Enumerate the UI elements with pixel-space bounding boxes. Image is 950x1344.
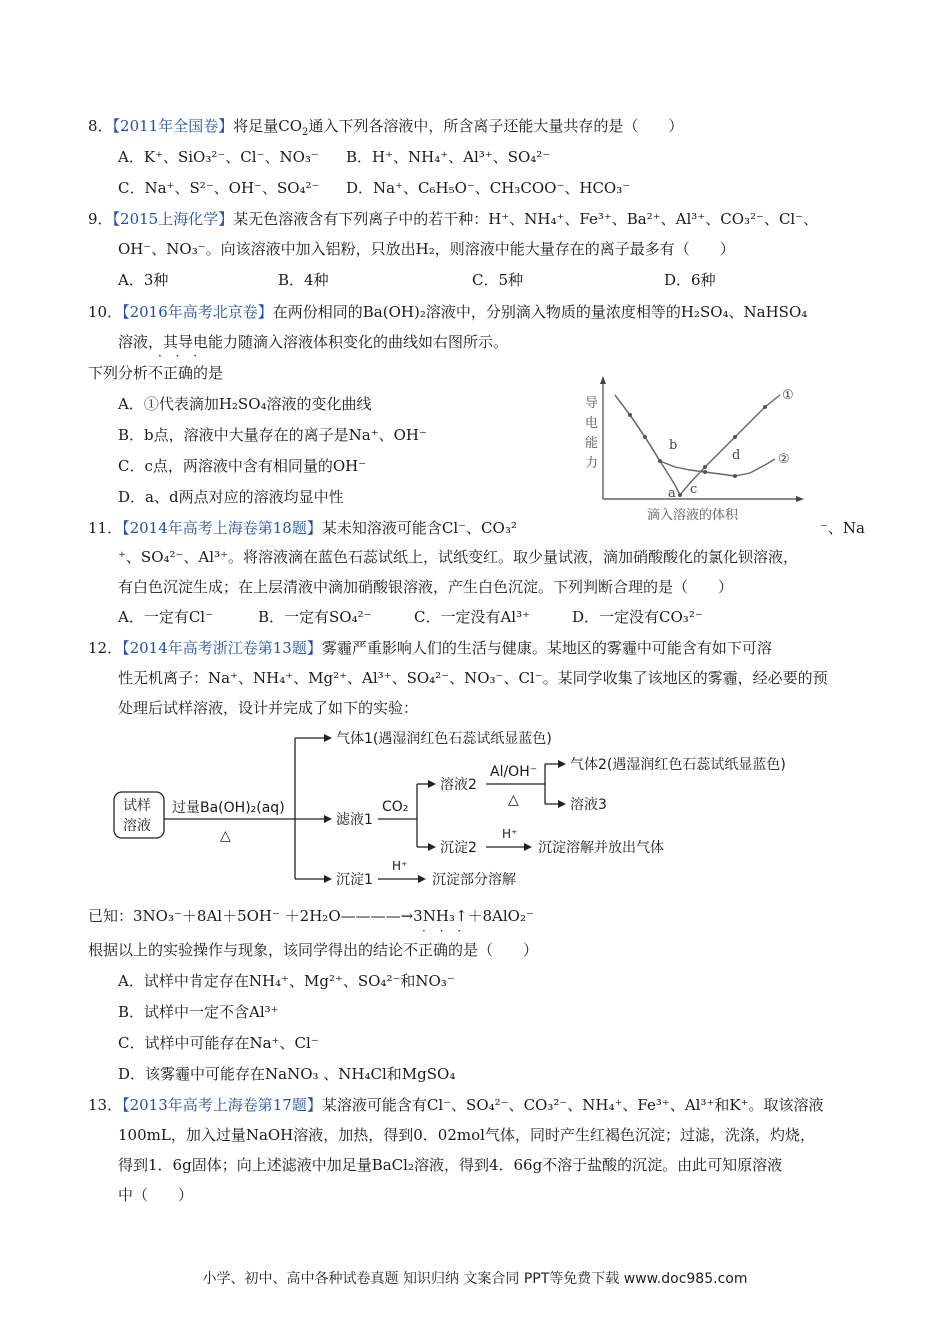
gas2-label: 气体2(遇湿润红色石蕊试纸显蓝色) [570,757,786,773]
chart-point [703,465,707,469]
q13-line2: 100mL，加入过量NaOH溶液，加热，得到0．02mol气体，同时产生红褐色沉淀；过滤，洗涤，灼烧， [118,1126,815,1144]
q8-option-d: D．Na⁺、C₆H₅O⁻、CH₃COO⁻、HCO₃⁻ [346,179,631,197]
precip2-result: 沉淀溶解并放出气体 [538,840,664,856]
q10-option-d: D．a、d两点对应的溶液均显中性 [118,488,344,506]
chart-x-arrow [796,496,804,502]
q9-line1: 某无色溶液含有下列离子中的若干种：H⁺、NH₄⁺、Fe³⁺、Ba²⁺、Al³⁺、CO₃²⁻、Cl⁻、 [233,210,819,228]
q8-stem-text-a: 将足量CO [233,117,303,135]
q13-stem [88,1094,824,1116]
chart-point-b: b [669,438,678,453]
emphasis-dots: · · · [158,349,203,363]
q8-number: 8． [88,117,113,135]
q9-source-tag: 【2015上海化学】 [112,210,234,228]
chart-point [678,493,682,497]
q12-line2: 性无机离子：Na⁺、NH₄⁺、Mg²⁺、Al³⁺、SO₄²⁻、NO₃⁻、Cl⁻。某同学收集了该地区的雾霾，经必要的预 [118,669,828,687]
q8-sub-2: 2 [302,127,309,138]
q11-option-b: B．一定有SO₄²⁻ [258,608,372,626]
precip2-label: 沉淀2 [440,840,477,856]
chart-label-1: ① [782,388,794,403]
q10-option-b: B．b点，溶液中大量存在的离子是Na⁺、OH⁻ [118,426,427,444]
chart-y-arrow [600,376,606,384]
q9-option-d: D．6种 [664,271,716,289]
conductivity-chart [575,375,815,525]
q8-option-b: B．H⁺、NH₄⁺、Al³⁺、SO₄²⁻ [346,148,551,166]
q9-option-c: C．5种 [472,271,524,289]
q10-source-tag: 【2016年高考北京卷】 [122,303,273,321]
q12-line3: 处理后试样溶液，设计并完成了如下的实验： [118,699,419,717]
chart-point [733,435,737,439]
reagent-bao-h2: 过量Ba(OH)₂(aq) [172,800,285,816]
q13-source-tag: 【2013年高考上海卷第17题】 [122,1096,322,1114]
q8-option-a: A．K⁺、SiO₃²⁻、Cl⁻、NO₃⁻ [118,148,319,166]
q11-option-d: D．一定没有CO₃²⁻ [572,608,703,626]
hplus-reagent-1: H⁺ [392,859,408,873]
q11-option-c: C．一定没有Al³⁺ [414,608,531,626]
q12-known-reaction: 已知：3NO₃⁻＋8Al＋5OH⁻ ＋2H₂O————→3NH₃↑＋8AlO₂⁻ [88,907,534,925]
q12-question: 根据以上的实验操作与现象，该同学得出的结论不正确的是（ ） [88,941,539,959]
q12-line1: 雾霾严重影响人们的生活与健康。某地区的雾霾中可能含有如下可溶 [321,639,772,657]
q11-option-a: A．一定有Cl⁻ [118,608,214,626]
chart-ylabel-2: 能 [585,436,599,451]
q10-option-c: C．c点，两溶液中含有相同量的OH⁻ [118,457,367,475]
chart-point [733,474,737,478]
q11-line1b: ⁻、Na [820,519,865,537]
filtrate1-label: 滤液1 [336,812,373,828]
chart-label-2: ② [778,452,790,467]
q12-option-d: D．该雾霾中可能存在NaNO₃ 、NH₄Cl和MgSO₄ [118,1065,456,1083]
chart-point-a: a [668,486,676,501]
chart-point [763,405,767,409]
q12-option-a: A．试样中肯定存在NH₄⁺、Mg²⁺、SO₄²⁻和NO₃⁻ [118,972,455,990]
sample-label-1: 试样 [123,798,151,814]
q10-stem [88,301,807,323]
q11-number: 11． [88,519,123,537]
gas1-label: 气体1(遇湿润红色石蕊试纸显蓝色) [336,731,552,747]
chart-point-d: d [732,448,741,463]
sample-label-2: 溶液 [123,818,151,834]
q13-line1: 某溶液可能含有Cl⁻、SO₄²⁻、CO₃²⁻、NH₄⁺、Fe³⁺、Al³⁺和K⁺。取该溶液 [321,1096,824,1114]
chart-point [628,413,632,417]
heat-symbol-2: △ [508,792,519,808]
precip1-label: 沉淀1 [336,872,373,888]
q13-line4: 中（ ） [118,1186,194,1204]
chart-ylabel-3: 力 [585,456,599,471]
experiment-flowchart [110,722,830,898]
chart-point [703,470,707,474]
chart-ylabel-1: 电 [585,416,599,431]
q12-option-b: B．试样中一定不含Al³⁺ [118,1003,279,1021]
page-footer: 小学、初中、高中各种试卷真题 知识归纳 文案合同 PPT等免费下载 www.doc985.com [202,1271,748,1287]
q10-line3: 下列分析不正确的是 [88,364,224,382]
q11-line1a: 某未知溶液可能含Cl⁻、CO₃² [321,519,517,537]
q10-option-a: A．①代表滴加H₂SO₄溶液的变化曲线 [118,395,372,413]
q11-source-tag: 【2014年高考上海卷第18题】 [122,519,322,537]
chart-ylabel-0: 导 [585,396,599,411]
chart-point [658,459,662,463]
q11-line2: ⁺、SO₄²⁻、Al³⁺。将溶液滴在蓝色石蕊试纸上，试纸变红。取少量试液，滴加硝酸酸化的氯化钡溶液， [118,548,798,566]
q11-line3: 有白色沉淀生成；在上层清液中滴加硝酸银溶液，产生白色沉淀。下列判断合理的是（ ） [118,578,734,596]
q10-number: 10． [88,303,123,321]
emphasis-dots: · · · [422,924,467,938]
q10-line2: 溶液，其导电能力随滴入溶液体积变化的曲线如右图所示。 [118,333,509,351]
q9-option-b: B．4种 [278,271,329,289]
q8-stem [88,115,683,137]
q12-option-c: C．试样中可能存在Na⁺、Cl⁻ [118,1034,319,1052]
chart-point [643,435,647,439]
q8-source-tag: 【2011年全国卷】 [112,117,234,135]
q12-stem [88,637,772,659]
q12-number: 12． [88,639,123,657]
q13-number: 13． [88,1096,123,1114]
solution3-label: 溶液3 [570,797,607,813]
curve-2 [615,395,775,476]
q8-option-c: C．Na⁺、S²⁻、OH⁻、SO₄²⁻ [118,179,320,197]
curve-1 [615,395,780,495]
q8-stem-text-b: 通入下列各溶液中，所含离子还能大量共存的是（ ） [308,117,684,135]
solution2-label: 溶液2 [440,777,477,793]
q12-source-tag: 【2014年高考浙江卷第13题】 [122,639,322,657]
q9-line2: OH⁻、NO₃⁻。向该溶液中加入铝粉，只放出H₂，则溶液中能大量存在的离子最多有（ ） [118,240,735,258]
q9-option-a: A．3种 [118,271,169,289]
q13-line3: 得到1．6g固体；向上述滤液中加足量BaCl₂溶液，得到4．66g不溶于盐酸的沉淀。由此可知原溶液 [118,1156,783,1174]
co2-reagent: CO₂ [382,799,409,815]
precip1-result: 沉淀部分溶解 [432,872,516,888]
heat-symbol-1: △ [220,828,231,844]
q9-number: 9． [88,210,113,228]
q11-stem [88,517,517,539]
al-oh-reagent: Al/OH⁻ [490,764,538,780]
q10-line1: 在两份相同的Ba(OH)₂溶液中，分别滴入物质的量浓度相等的H₂SO₄、NaHSO₄ [272,303,808,321]
hplus-reagent-2: H⁺ [502,827,518,841]
chart-point-c: c [690,482,698,497]
chart-xlabel: 滴入溶液的体积 [647,508,739,523]
q9-stem [88,208,818,230]
